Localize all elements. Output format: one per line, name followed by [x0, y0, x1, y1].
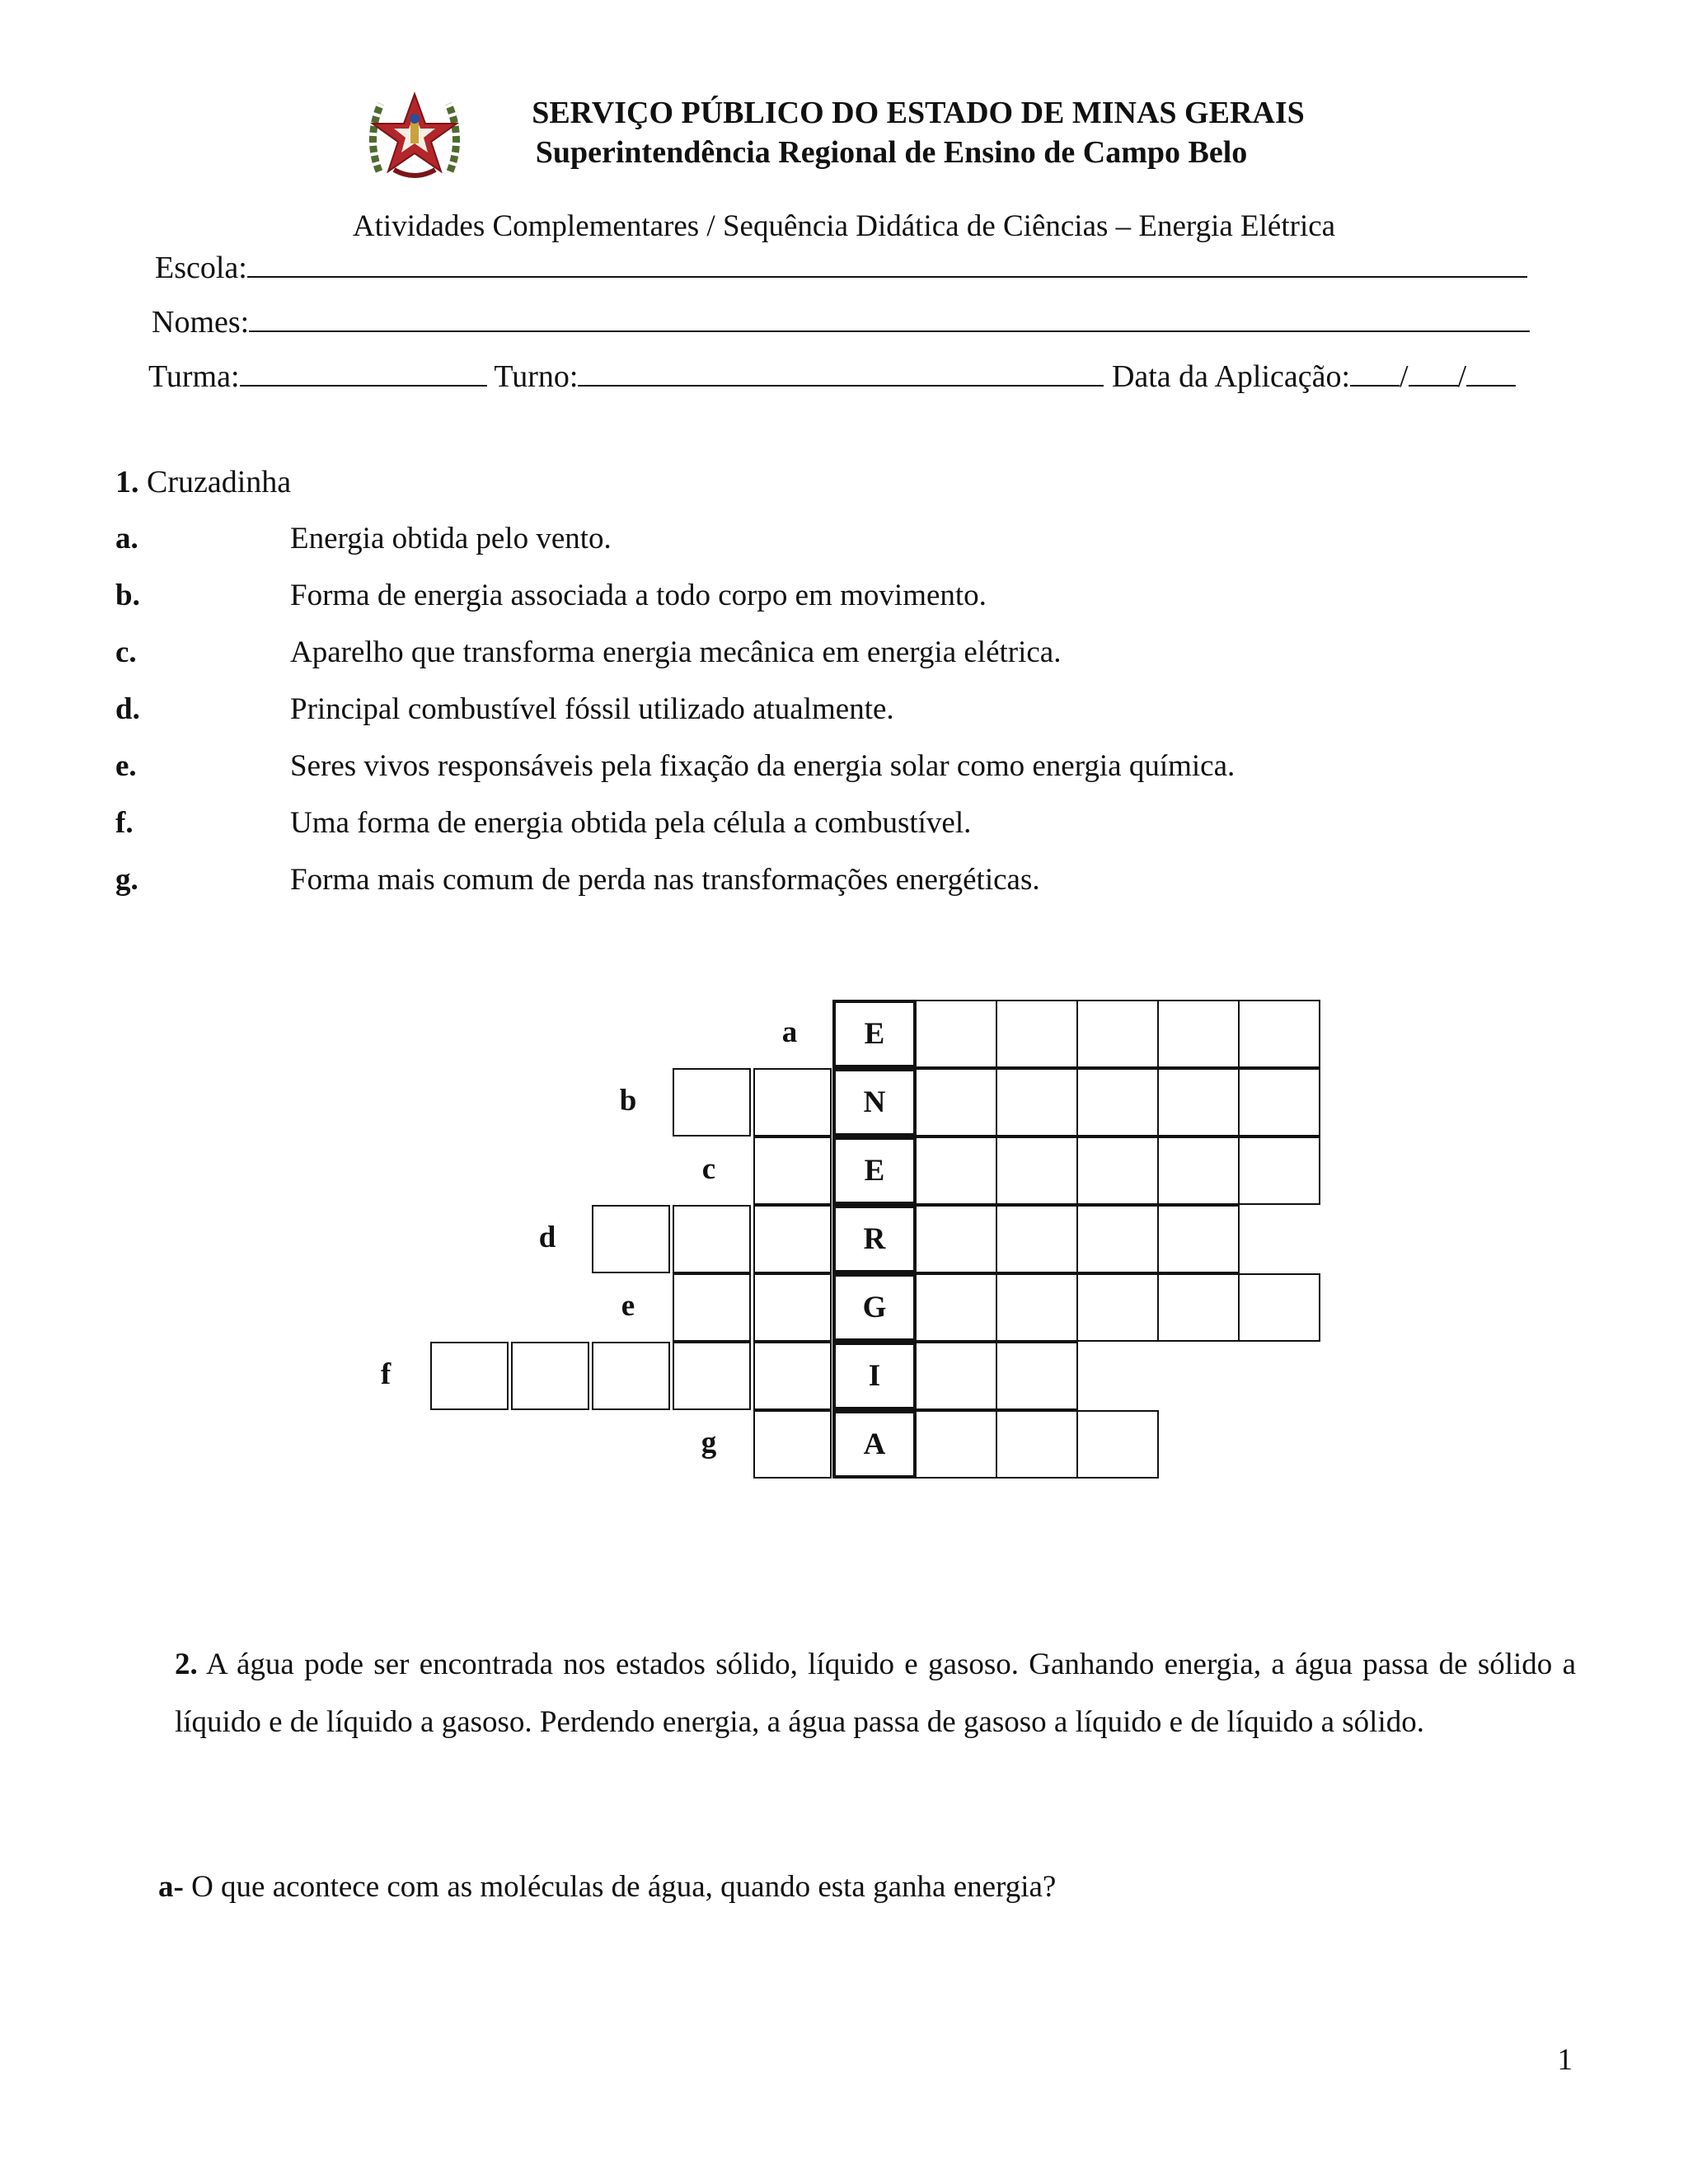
clue-letter: g. — [115, 863, 138, 897]
clue-letter: a. — [115, 522, 138, 555]
clue-letter: e. — [115, 749, 137, 783]
crossword-cell[interactable] — [996, 1273, 1078, 1342]
page-number: 1 — [1557, 2043, 1573, 2077]
crossword-row-label: a — [781, 1015, 798, 1049]
crossword-cell[interactable] — [592, 1342, 670, 1410]
escola-label: Escola: — [155, 251, 247, 285]
section1-title: Cruzadinha — [147, 465, 292, 499]
crossword-key-cell: N — [832, 1068, 917, 1137]
escola-field[interactable] — [155, 248, 1527, 286]
section2-text: A água pode ser encontrada nos estados sólido, líquido e gasoso. Ganhando energia, a água passa de sólido a líquido e de líquido a gasoso. Perdendo energia, a água passa de gasoso a líquido e de líquido a sólido. — [175, 1647, 1576, 1739]
data-label: Data da Aplicação: — [1111, 359, 1351, 394]
clue-letter: b. — [115, 579, 140, 612]
crossword-row-label: f — [380, 1357, 392, 1391]
turma-label: Turma: — [148, 359, 240, 394]
turno-blank[interactable] — [578, 357, 1104, 387]
crossword-key-cell: E — [832, 1137, 917, 1205]
crossword-key-cell: E — [832, 1000, 917, 1068]
crossword-cell[interactable] — [1157, 1273, 1240, 1342]
turma-blank[interactable] — [240, 357, 487, 387]
crossword-cell[interactable] — [1076, 1068, 1159, 1137]
crossword-cell[interactable] — [753, 1342, 832, 1410]
crossword-cell[interactable] — [915, 1273, 997, 1342]
crossword-cell[interactable] — [1076, 1410, 1159, 1479]
clue-letter: d. — [115, 692, 140, 726]
crossword-cell[interactable] — [996, 1137, 1078, 1205]
date-separator: / — [1457, 359, 1467, 394]
crossword-cell[interactable] — [753, 1068, 832, 1137]
clue-text: Uma forma de energia obtida pela célula a combustível. — [290, 806, 972, 840]
crossword-cell[interactable] — [915, 1068, 997, 1137]
section1-number: 1. — [115, 465, 139, 499]
section1-heading — [115, 464, 291, 500]
crossword-row-label: g — [701, 1426, 717, 1460]
clue-text: Energia obtida pelo vento. — [290, 522, 612, 555]
clue-text: Principal combustível fóssil utilizado atualmente. — [290, 692, 894, 726]
crossword-cell[interactable] — [1076, 1273, 1159, 1342]
crossword-cell[interactable] — [996, 1205, 1078, 1273]
crossword-cell[interactable] — [996, 1342, 1078, 1410]
crossword-cell[interactable] — [1238, 1137, 1320, 1205]
crossword-cell[interactable] — [996, 1410, 1078, 1479]
turno-label: Turno: — [494, 359, 579, 394]
turma-turno-data-row — [148, 357, 1516, 395]
crossword-cell[interactable] — [915, 1342, 997, 1410]
crossword-cell[interactable] — [1076, 1000, 1159, 1068]
crossword-cell[interactable] — [1157, 1137, 1240, 1205]
header-title: SERVIÇO PÚBLICO DO ESTADO DE MINAS GERAIS — [532, 96, 1305, 130]
crossword-row-label: d — [538, 1221, 556, 1254]
date-separator: / — [1400, 359, 1409, 394]
crossword-cell[interactable] — [1238, 1068, 1320, 1137]
crossword-cell[interactable] — [1238, 1000, 1320, 1068]
crossword-row-label: b — [619, 1084, 637, 1118]
clue-text: Seres vivos responsáveis pela fixação da energia solar como energia química. — [290, 749, 1236, 783]
crossword-cell[interactable] — [673, 1068, 751, 1137]
crossword-row-label: e — [621, 1289, 635, 1323]
day-blank[interactable] — [1350, 357, 1400, 387]
crossword-cell[interactable] — [1076, 1205, 1159, 1273]
crossword-cell[interactable] — [592, 1205, 670, 1273]
crossword-cell[interactable] — [673, 1205, 751, 1273]
crossword-key-cell: G — [832, 1273, 917, 1342]
crossword-cell[interactable] — [1157, 1205, 1240, 1273]
crossword-cell[interactable] — [1076, 1137, 1159, 1205]
crossword-cell[interactable] — [915, 1410, 997, 1479]
section2-paragraph — [175, 1636, 1576, 1751]
crossword-cell[interactable] — [1157, 1000, 1240, 1068]
crossword-key-cell: A — [832, 1410, 917, 1479]
crossword-cell[interactable] — [1238, 1273, 1320, 1342]
question-a — [158, 1869, 1056, 1905]
crossword-key-cell: I — [832, 1342, 917, 1410]
crossword-cell[interactable] — [753, 1410, 832, 1479]
crossword-row-label: c — [701, 1152, 716, 1186]
document-line: Atividades Complementares / Sequência Didática de Ciências – Energia Elétrica — [352, 209, 1336, 243]
clue-letter: c. — [115, 635, 137, 669]
crossword-cell[interactable] — [430, 1342, 509, 1410]
clue-text: Forma mais comum de perda nas transformações energéticas. — [290, 863, 1040, 897]
crossword-cell[interactable] — [996, 1068, 1078, 1137]
month-blank[interactable] — [1409, 357, 1458, 387]
crossword-cell[interactable] — [673, 1273, 751, 1342]
crossword-cell[interactable] — [753, 1137, 832, 1205]
header-subtitle: Superintendência Regional de Ensino de Campo Belo — [535, 135, 1248, 170]
crossword-cell[interactable] — [996, 1000, 1078, 1068]
crossword-cell[interactable] — [1157, 1068, 1240, 1137]
crossword-cell[interactable] — [753, 1205, 832, 1273]
crossword-cell[interactable] — [915, 1137, 997, 1205]
nomes-label: Nomes: — [152, 305, 250, 340]
nomes-field[interactable] — [152, 302, 1530, 340]
crossword-key-cell: R — [832, 1205, 917, 1273]
clue-text: Aparelho que transforma energia mecânica em energia elétrica. — [290, 635, 1062, 669]
crossword-cell[interactable] — [753, 1273, 832, 1342]
crossword-cell[interactable] — [915, 1205, 997, 1273]
crossword-cell[interactable] — [673, 1342, 751, 1410]
crossword-cell[interactable] — [915, 1000, 997, 1068]
clue-letter: f. — [115, 806, 134, 840]
year-blank[interactable] — [1466, 357, 1516, 387]
question-a-label: a- — [158, 1870, 184, 1904]
section2-number: 2. — [175, 1647, 198, 1681]
crossword-cell[interactable] — [511, 1342, 589, 1410]
nomes-blank[interactable] — [249, 302, 1530, 332]
clue-text: Forma de energia associada a todo corpo em movimento. — [290, 579, 987, 612]
question-a-text: O que acontece com as moléculas de água, quando esta ganha energia? — [191, 1870, 1057, 1904]
escola-blank[interactable] — [247, 248, 1527, 278]
